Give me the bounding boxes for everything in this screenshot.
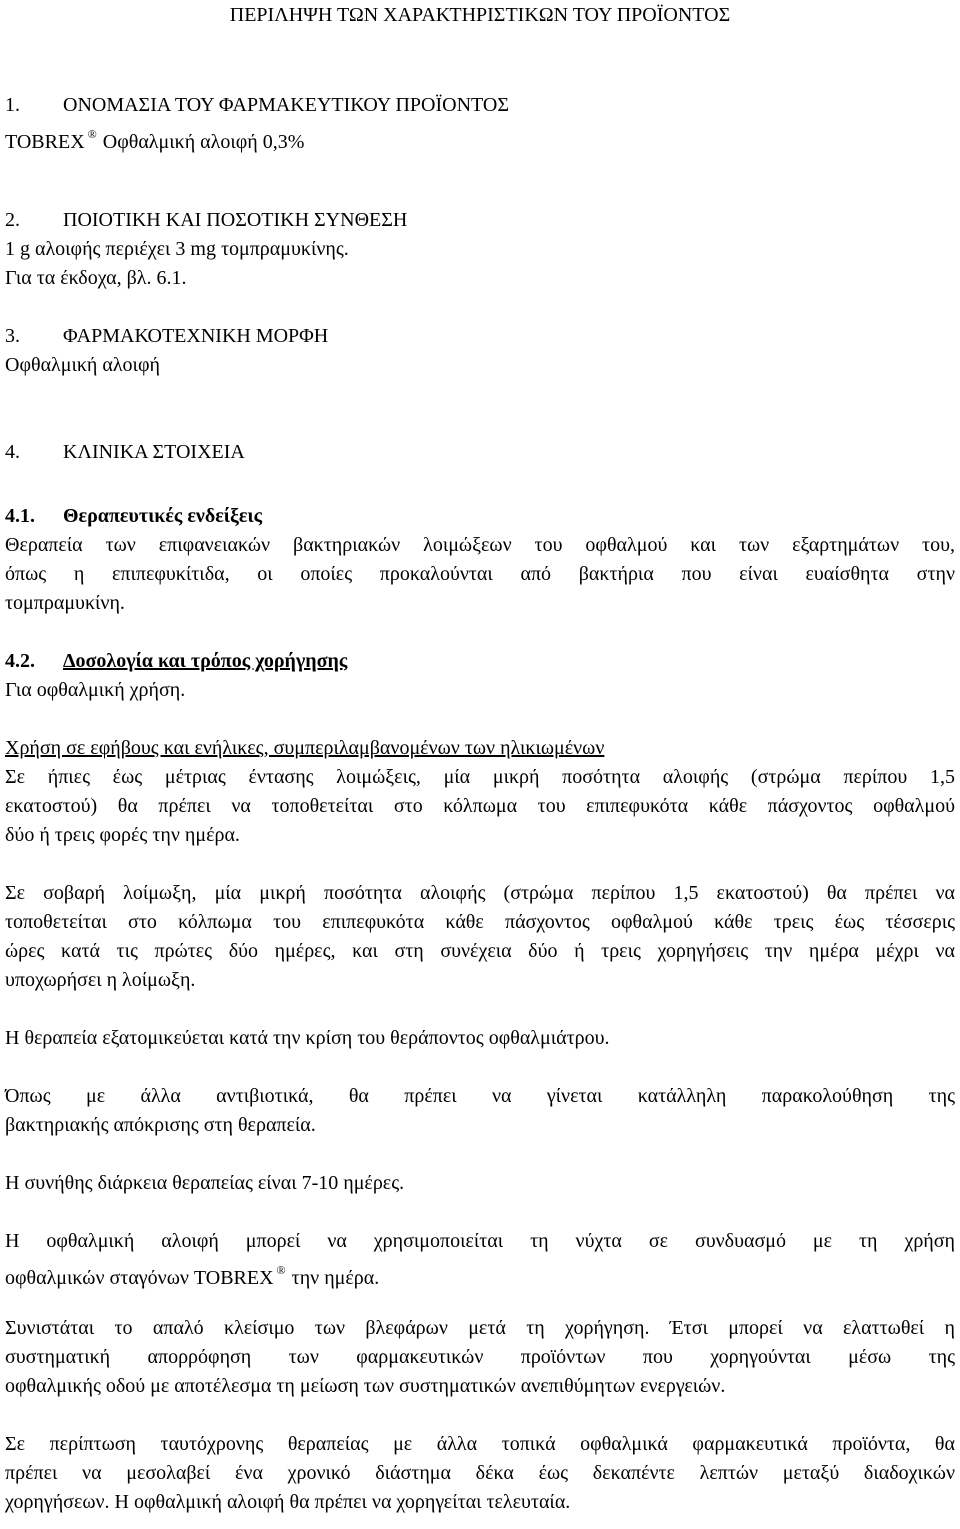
product-form: Οφθαλμική αλοιφή 0,3% [102,131,305,153]
product-name-line [5,122,955,154]
concomitant-line-2: πρέπει να μεσολαβεί ένα χρονικό διάστημα δέκα έως δεκαπέντε λεπτών μεταξύ διαδοχικών [5,1462,955,1484]
dosage-severe-line-1: Σε σοβαρή λοίμωξη, μία μικρή ποσότητα αλοιφής (στρώμα περίπου 1,5 εκατοστού) θα πρέπει να [5,882,955,904]
indications-line-2: όπως η επιπεφυκίτιδα, οι οποίες προκαλούνται από βακτήρια που είναι ευαίσθητα στην [5,563,955,585]
pharmaceutical-form-line: Οφθαλμική αλοιφή [5,354,160,376]
section-number: 2. [5,209,20,231]
combination-line-2 [5,1258,955,1290]
subsection-title: Δοσολογία και τρόπος χορήγησης [63,650,348,672]
concomitant-line-3: χορηγήσεων. Η οφθαλμική αλοιφή θα πρέπει να χορηγείται τελευταία. [5,1491,571,1513]
section-number: 4. [5,441,20,463]
monitoring-line-1: Όπως με άλλα αντιβιοτικά, θα πρέπει να γίνεται κατάλληλη παρακολούθηση της [5,1085,955,1107]
subsection-title: Θεραπευτικές ενδείξεις [63,505,263,527]
section-title: ΚΛΙΝΙΚΑ ΣΤΟΙΧΕΙΑ [63,441,245,463]
eyelid-closure-line-2: συστηματική απορρόφηση των φαρμακευτικών προϊόντων που χορηγούνται μέσω της [5,1346,955,1368]
individualized-therapy-line: Η θεραπεία εξατομικεύεται κατά την κρίση του θεράποντος οφθαλμιάτρου. [5,1027,610,1049]
duration-line: Η συνήθης διάρκεια θεραπείας είναι 7-10 ημέρες. [5,1172,405,1194]
section-2-heading [5,208,955,232]
section-number: 1. [5,94,20,116]
eyelid-closure-line-3: οφθαλμικής οδού με αποτέλεσμα τη μείωση των συστηματικών ανεπιθύμητων ενεργειών. [5,1375,726,1397]
subsection-number: 4.1. [5,505,35,527]
section-title: ΠΟΙΟΤΙΚΗ ΚΑΙ ΠΟΣΟΤΙΚΗ ΣΥΝΘΕΣΗ [63,209,408,231]
dosage-severe-line-2: τοποθετείται στο κόλπωμα του επιπεφυκότα κάθε πάσχοντος οφθαλμού κάθε τρεις έως τέσσερις [5,911,955,933]
route-line: Για οφθαλμική χρήση. [5,679,186,701]
section-title: ΟΝΟΜΑΣΙΑ ΤΟΥ ΦΑΡΜΑΚΕΥΤΙΚΟΥ ΠΡΟΪΟΝΤΟΣ [63,94,509,116]
population-subheading: Χρήση σε εφήβους και ενήλικες, συμπεριλαμβανομένων των ηλικιωμένων [5,737,605,759]
dosage-mild-line-1: Σε ήπιες έως μέτριας έντασης λοιμώξεις, μία μικρή ποσότητα αλοιφής (στρώμα περίπου 1,5 [5,766,955,788]
section-1-heading [5,93,955,117]
concomitant-line-1: Σε περίπτωση ταυτόχρονης θεραπείας με άλλα τοπικά οφθαλμικά φαρμακευτικά προϊόντα, θα [5,1433,955,1455]
indications-line-3: τομπραμυκίνη. [5,592,125,614]
excipients-line: Για τα έκδοχα, βλ. 6.1. [5,267,187,289]
dosage-severe-line-3: ώρες κατά τις πρώτες δύο ημέρες, και στη συνέχεια δύο ή τρεις χορηγήσεις την ημέρα μέχρι να [5,940,955,962]
subsection-4-1-heading [5,504,955,528]
registered-mark: ® [276,1263,286,1277]
section-4-heading [5,440,955,464]
registered-mark: ® [87,127,97,141]
dosage-severe-line-4: υποχωρήσει η λοίμωξη. [5,969,196,991]
brand-name: TOBREX [5,131,85,153]
dosage-mild-line-2: εκατοστού) θα πρέπει να τοποθετείται στο κόλπωμα του επιπεφυκότα κάθε πάσχοντος οφθαλμού [5,795,955,817]
section-title: ΦΑΡΜΑΚΟΤΕΧΝΙΚΗ ΜΟΡΦΗ [63,325,329,347]
combination-text: οφθαλμικών σταγόνων TOBREX [5,1267,274,1289]
dosage-mild-line-3: δύο ή τρεις φορές την ημέρα. [5,824,240,846]
combination-text-end: την ημέρα. [291,1267,380,1289]
subsection-number: 4.2. [5,650,35,672]
monitoring-line-2: βακτηριακής απόκρισης στη θεραπεία. [5,1114,316,1136]
indications-line-1: Θεραπεία των επιφανειακών βακτηριακών λοιμώξεων του οφθαλμού και των εξαρτημάτων του, [5,534,955,556]
document-title: ΠΕΡΙΛΗΨΗ ΤΩΝ ΧΑΡΑΚΤΗΡΙΣΤΙΚΩΝ ΤΟΥ ΠΡΟΪΟΝΤΟΣ [229,4,731,26]
composition-line: 1 g αλοιφής περιέχει 3 mg τομπραμυκίνης. [5,238,349,260]
subsection-4-2-heading [5,649,955,673]
eyelid-closure-line-1: Συνιστάται το απαλό κλείσιμο των βλεφάρων μετά τη χορήγηση. Έτσι μπορεί να ελαττωθεί η [5,1317,955,1339]
section-3-heading [5,324,955,348]
section-number: 3. [5,325,20,347]
combination-line-1: Η οφθαλμική αλοιφή μπορεί να χρησιμοποιείται τη νύχτα σε συνδυασμό με τη χρήση [5,1230,955,1252]
